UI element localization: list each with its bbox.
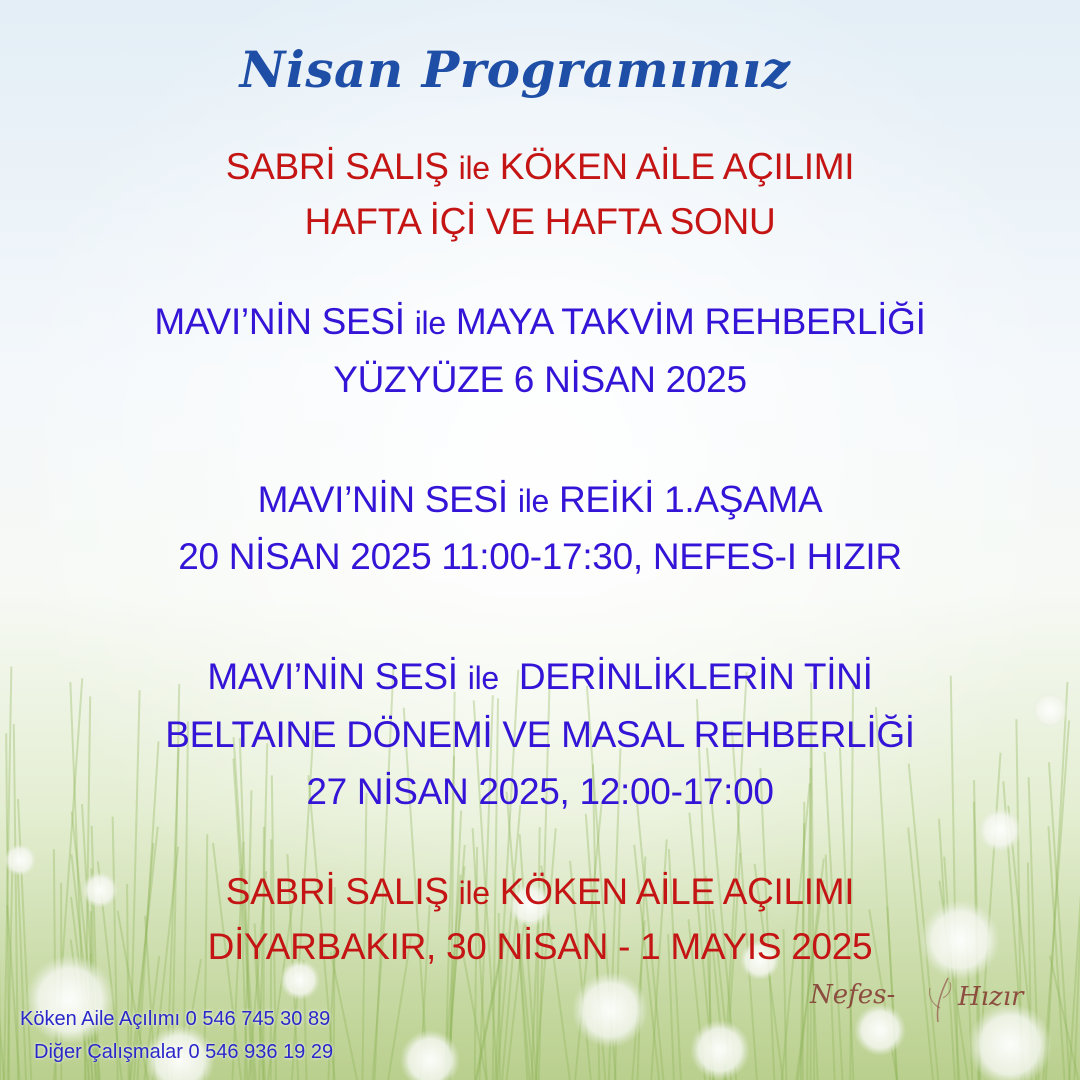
line-text: SABRİ SALIŞ (225, 871, 459, 912)
line-text: YÜZYÜZE 6 NİSAN 2025 (333, 359, 747, 400)
line-text-rest: REİKİ 1.AŞAMA (549, 479, 823, 520)
line-text-rest: MAYA TAKVİM REHBERLİĞİ (445, 301, 926, 342)
nefes-hizir-logo (790, 970, 1050, 1030)
line-text: MAVI’NİN SESİ (207, 656, 468, 697)
line-text-rest: DERİNLİKLERİN TİNİ (498, 656, 873, 697)
line-text: BELTAINE DÖNEMİ VE MASAL REHBERLİĞİ (165, 714, 915, 755)
feather-icon (918, 974, 958, 1024)
line-text: SABRİ SALIŞ (225, 146, 459, 187)
program-3-line-2 (0, 535, 1080, 579)
ile-word: ile (517, 483, 550, 519)
line-text: HAFTA İÇİ VE HAFTA SONU (304, 201, 776, 242)
program-4-line-3 (0, 770, 1080, 814)
page-title: Nisan Programımız (239, 40, 791, 99)
program-3-line-1 (0, 478, 1080, 523)
line-text: MAVI’NİN SESİ (154, 301, 415, 342)
logo-right-text: Hızır (958, 982, 1024, 1012)
program-4-line-2 (0, 713, 1080, 757)
program-1-line-1 (0, 145, 1080, 190)
ile-word: ile (458, 875, 490, 911)
contact-other: Diğer Çalışmalar 0 546 936 19 29 (34, 1041, 334, 1063)
logo-left-text: Nefes- (810, 980, 896, 1010)
program-5-line-2 (0, 925, 1080, 969)
program-1-line-2 (0, 200, 1080, 244)
line-text: 27 NİSAN 2025, 12:00-17:00 (306, 771, 774, 812)
program-2-line-2 (0, 358, 1080, 402)
ile-word: ile (467, 660, 499, 696)
ile-word: ile (414, 305, 446, 341)
line-text: DİYARBAKIR, 30 NİSAN - 1 MAYIS 2025 (207, 926, 873, 967)
program-4-line-1 (0, 655, 1080, 700)
contact-koken: Köken Aile Açılımı 0 546 745 30 89 (20, 1008, 331, 1030)
program-5-line-1 (0, 870, 1080, 915)
line-text: MAVI’NİN SESİ (257, 479, 518, 520)
line-text-rest: KÖKEN AİLE AÇILIMI (489, 871, 855, 912)
line-text-rest: KÖKEN AİLE AÇILIMI (489, 146, 855, 187)
ile-word: ile (458, 150, 490, 186)
line-text: 20 NİSAN 2025 11:00-17:30, NEFES-I HIZIR (178, 536, 902, 577)
program-2-line-1 (0, 300, 1080, 345)
